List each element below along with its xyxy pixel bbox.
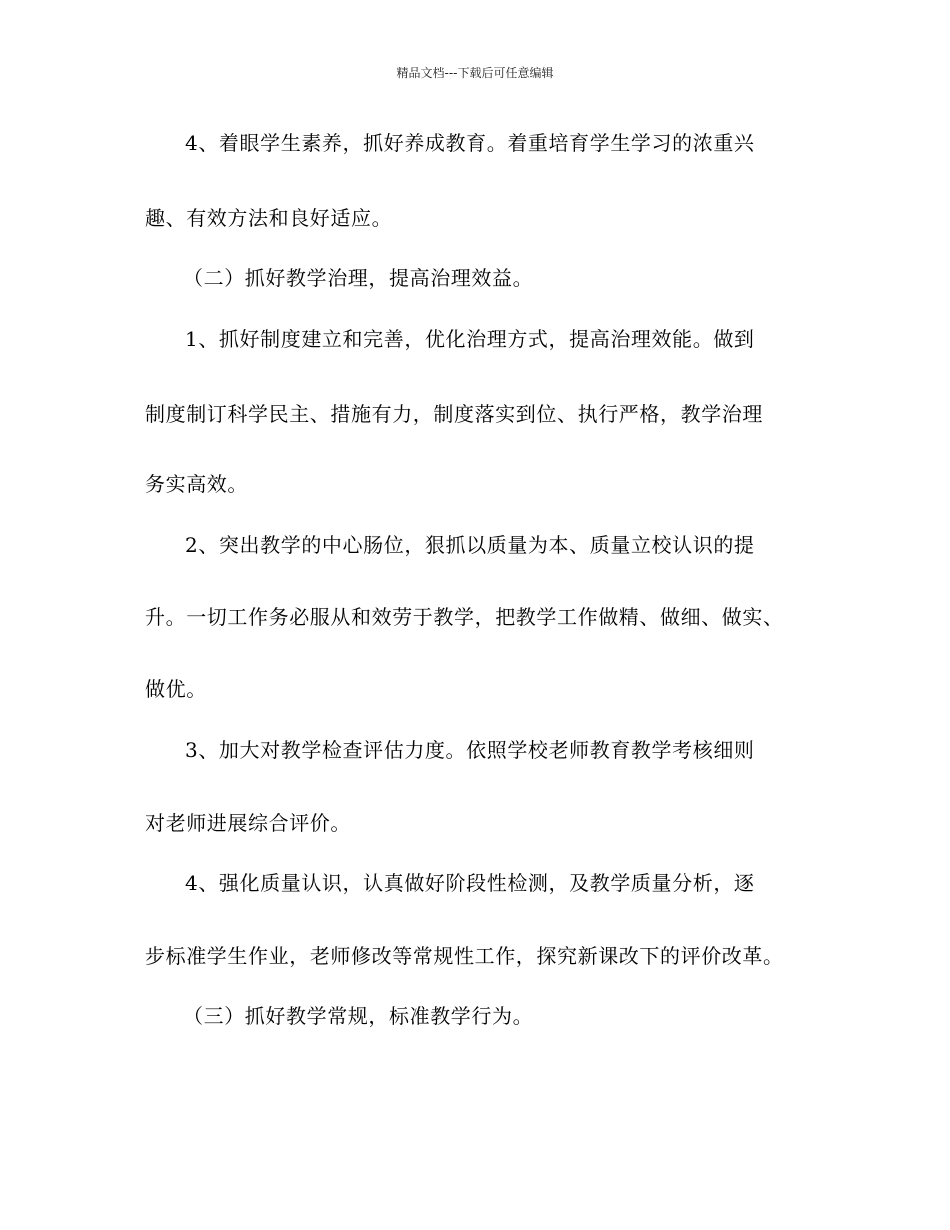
section-heading: （三）抓好教学常规，标准教学行为。 — [183, 1004, 534, 1028]
paragraph-line: 3、加大对教学检查评估力度。依照学校老师教育教学考核细则 — [185, 738, 755, 762]
paragraph-line: 做优。 — [145, 677, 207, 701]
paragraph-line: 升。一切工作务必服从和效劳于教学，把教学工作做精、做细、做实、 — [145, 605, 784, 629]
paragraph-line: 务实高效。 — [145, 472, 248, 496]
paragraph-line: 对老师进展综合评价。 — [145, 811, 351, 835]
page-header: 精品文档---下载后可任意编辑 — [396, 66, 554, 80]
paragraph-line: 趣、有效方法和良好适应。 — [145, 206, 393, 230]
paragraph-line: 制度制订科学民主、措施有力，制度落实到位、执行严格，教学治理 — [145, 402, 763, 426]
paragraph-line: 4、着眼学生素养，抓好养成教育。着重培育学生学习的浓重兴 — [185, 131, 755, 155]
paragraph-line: 2、突出教学的中心肠位，狠抓以质量为本、质量立校认识的提 — [185, 533, 755, 557]
paragraph-line: 1、抓好制度建立和完善，优化治理方式，提高治理效能。做到 — [185, 327, 755, 351]
paragraph-line: 步标准学生作业，老师修改等常规性工作，探究新课改下的评价改革。 — [145, 944, 784, 968]
section-heading: （二）抓好教学治理，提高治理效益。 — [183, 266, 534, 290]
paragraph-line: 4、强化质量认识，认真做好阶段性检测，及教学质量分析，逐 — [185, 871, 755, 895]
